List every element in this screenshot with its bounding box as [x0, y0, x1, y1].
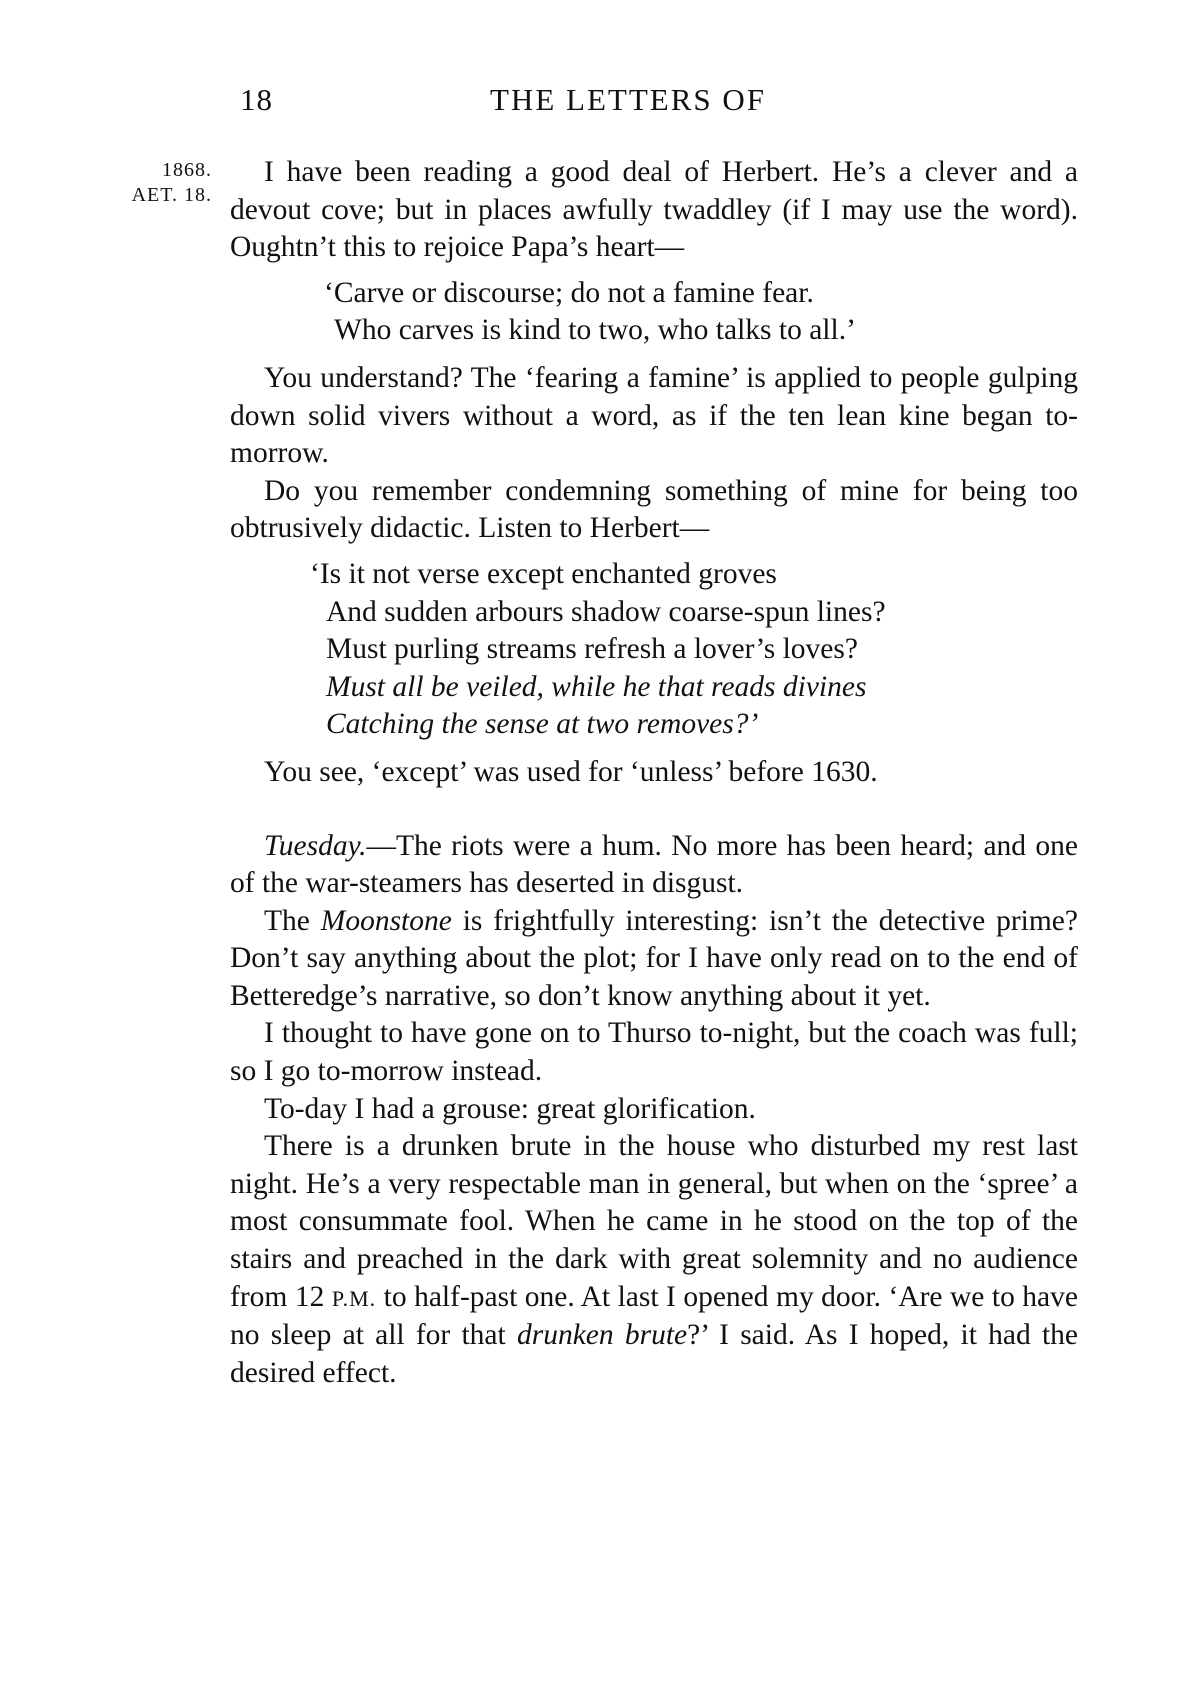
- margin-year: 1868.: [162, 159, 212, 181]
- verse-line: And sudden arbours shadow coarse-spun lines?: [326, 595, 886, 628]
- emphasis: drunken brute: [516, 1319, 688, 1352]
- time-abbrev: P.M.: [331, 1285, 377, 1311]
- verse-line: Catching the sense at two removes?’: [326, 708, 759, 741]
- page-number: 18: [240, 82, 273, 117]
- margin-note: [112, 158, 212, 208]
- verse-line: ‘Is it not verse except enchanted groves: [310, 557, 777, 590]
- verse-line: ‘Carve or discourse; do not a famine fear.: [324, 276, 814, 309]
- paragraph-text: is frightfully interesting: isn’t the detective prime? Don’t say anything about the plot; for I have only read on to the end of Betteredge’s narrative, so don’t know anything about it yet.: [230, 904, 1078, 1012]
- verse-line: Must purling streams refresh a lover’s loves?: [326, 633, 858, 666]
- letter-text: [230, 154, 1078, 1392]
- paragraph-text: to half-past one. At last I opened my door. ‘Are we to have no sleep at all for that: [230, 1280, 1078, 1352]
- day-heading: Tuesday.: [264, 829, 367, 862]
- paragraph: I thought to have gone on to Thurso to-night, but the coach was full; so I go to-morrow instead.: [230, 1017, 1078, 1088]
- verse-line: Must all be veiled, while he that reads divines: [326, 670, 867, 703]
- paragraph: [230, 828, 1078, 903]
- paragraph-text: ?’ I said. As I hoped, it had the desired effect.: [230, 1319, 1079, 1389]
- verse-quote: [230, 556, 1078, 744]
- paragraph: [230, 903, 1078, 1016]
- paragraph: To-day I had a grouse: great glorification.: [264, 1092, 756, 1125]
- paragraph: [230, 1128, 1078, 1392]
- paragraph: Do you remember condemning something of mine for being too obtrusively didactic. Listen to Herbert—: [230, 474, 1078, 545]
- paragraph-text: The: [264, 904, 321, 937]
- margin-age: AET. 18.: [131, 184, 212, 206]
- paragraph: I have been reading a good deal of Herbert. He’s a clever and a devout cove; but in places awfully twaddley (if I may use the word). Oughtn’t this to rejoice Papa’s heart—: [230, 156, 1078, 264]
- verse-line: Who carves is kind to two, who talks to all.’: [334, 314, 856, 347]
- section-gap: [230, 792, 1078, 828]
- paragraph-text: —The riots were a hum. No more has been heard; and one of the war-steamers has deserted in disgust.: [230, 829, 1078, 900]
- book-title: Moonstone: [320, 904, 452, 937]
- running-head: [0, 82, 1200, 122]
- verse-quote: [230, 275, 1078, 350]
- paragraph-text: There is a drunken brute in the house who disturbed my rest last night. He’s a very respectable man in general, but when on the ‘spree’ a most consummate fool. When he came in he stood on the top of the stairs and preached in the dark with great solemnity and no audience from 12: [230, 1130, 1078, 1313]
- paragraph: You see, ‘except’ was used for ‘unless’ before 1630.: [264, 755, 878, 788]
- running-title: THE LETTERS OF: [490, 82, 766, 117]
- paragraph: You understand? The ‘fearing a famine’ is applied to people gulping down solid vivers without a word, as if the ten lean kine began to-morrow.: [230, 361, 1078, 470]
